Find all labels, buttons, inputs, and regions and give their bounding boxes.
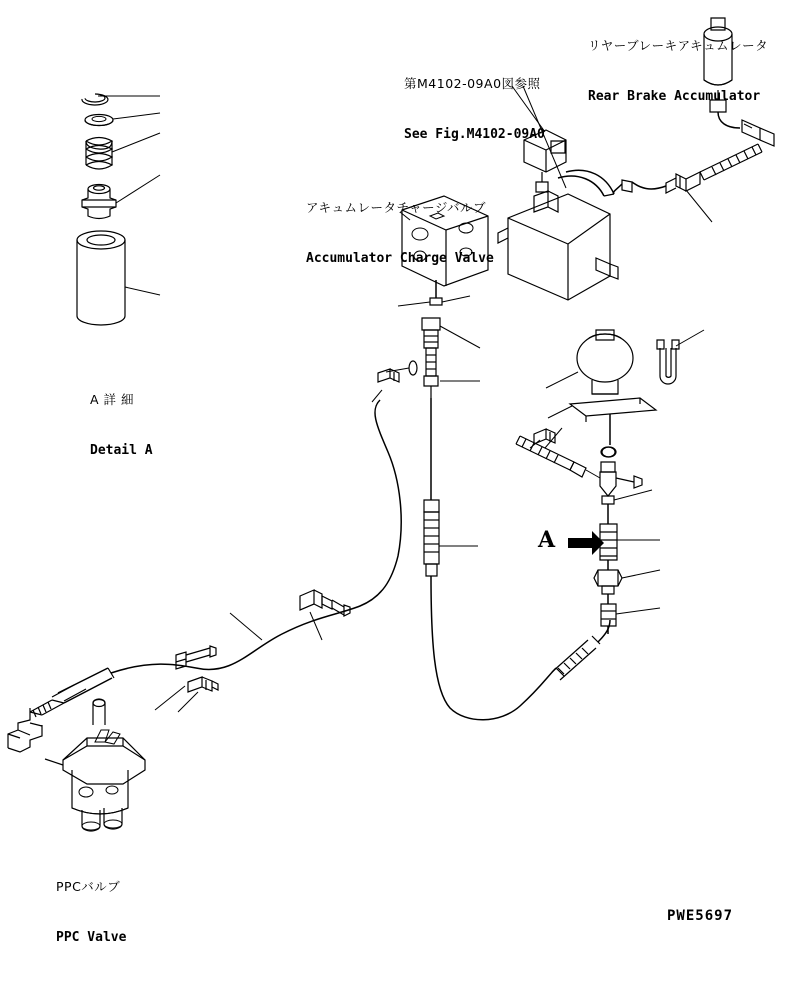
detail-a-group <box>77 94 160 325</box>
label-ppc-valve <box>56 843 126 983</box>
drawing-part-number: PWE5697 <box>667 908 734 924</box>
label-ppc-valve-en: PPC Valve <box>56 929 127 945</box>
right-fitting-stack <box>568 447 660 634</box>
label-see-fig-reference-en: See Fig.M4102-09A0 <box>404 126 545 142</box>
callout-letter-a: A <box>538 527 556 553</box>
ppc-valve-group <box>45 699 145 831</box>
label-rear-brake-accumulator-jp: リヤーブレーキアキュムレータ <box>588 37 769 53</box>
label-detail-a <box>90 356 153 496</box>
label-rear-brake-accumulator-en: Rear Brake Accumulator <box>588 88 761 104</box>
label-rear-brake-accumulator <box>588 2 768 142</box>
label-accumulator-charge-valve-en: Accumulator Charge Valve <box>306 250 494 266</box>
label-detail-a-en: Detail A <box>90 442 153 458</box>
center-hose-group <box>372 318 610 720</box>
label-accumulator-charge-valve <box>306 164 494 304</box>
accumulator-sphere-group <box>516 330 704 478</box>
label-see-fig-reference-jp: 第M4102-09A0図参照 <box>404 75 541 91</box>
label-ppc-valve-jp: PPCバルブ <box>56 878 121 894</box>
label-accumulator-charge-valve-jp: アキュムレータチャージバルブ <box>306 199 487 215</box>
left-hose-assembly <box>8 400 401 752</box>
label-see-fig-reference <box>404 40 545 180</box>
label-detail-a-jp: A 詳 細 <box>90 391 134 407</box>
